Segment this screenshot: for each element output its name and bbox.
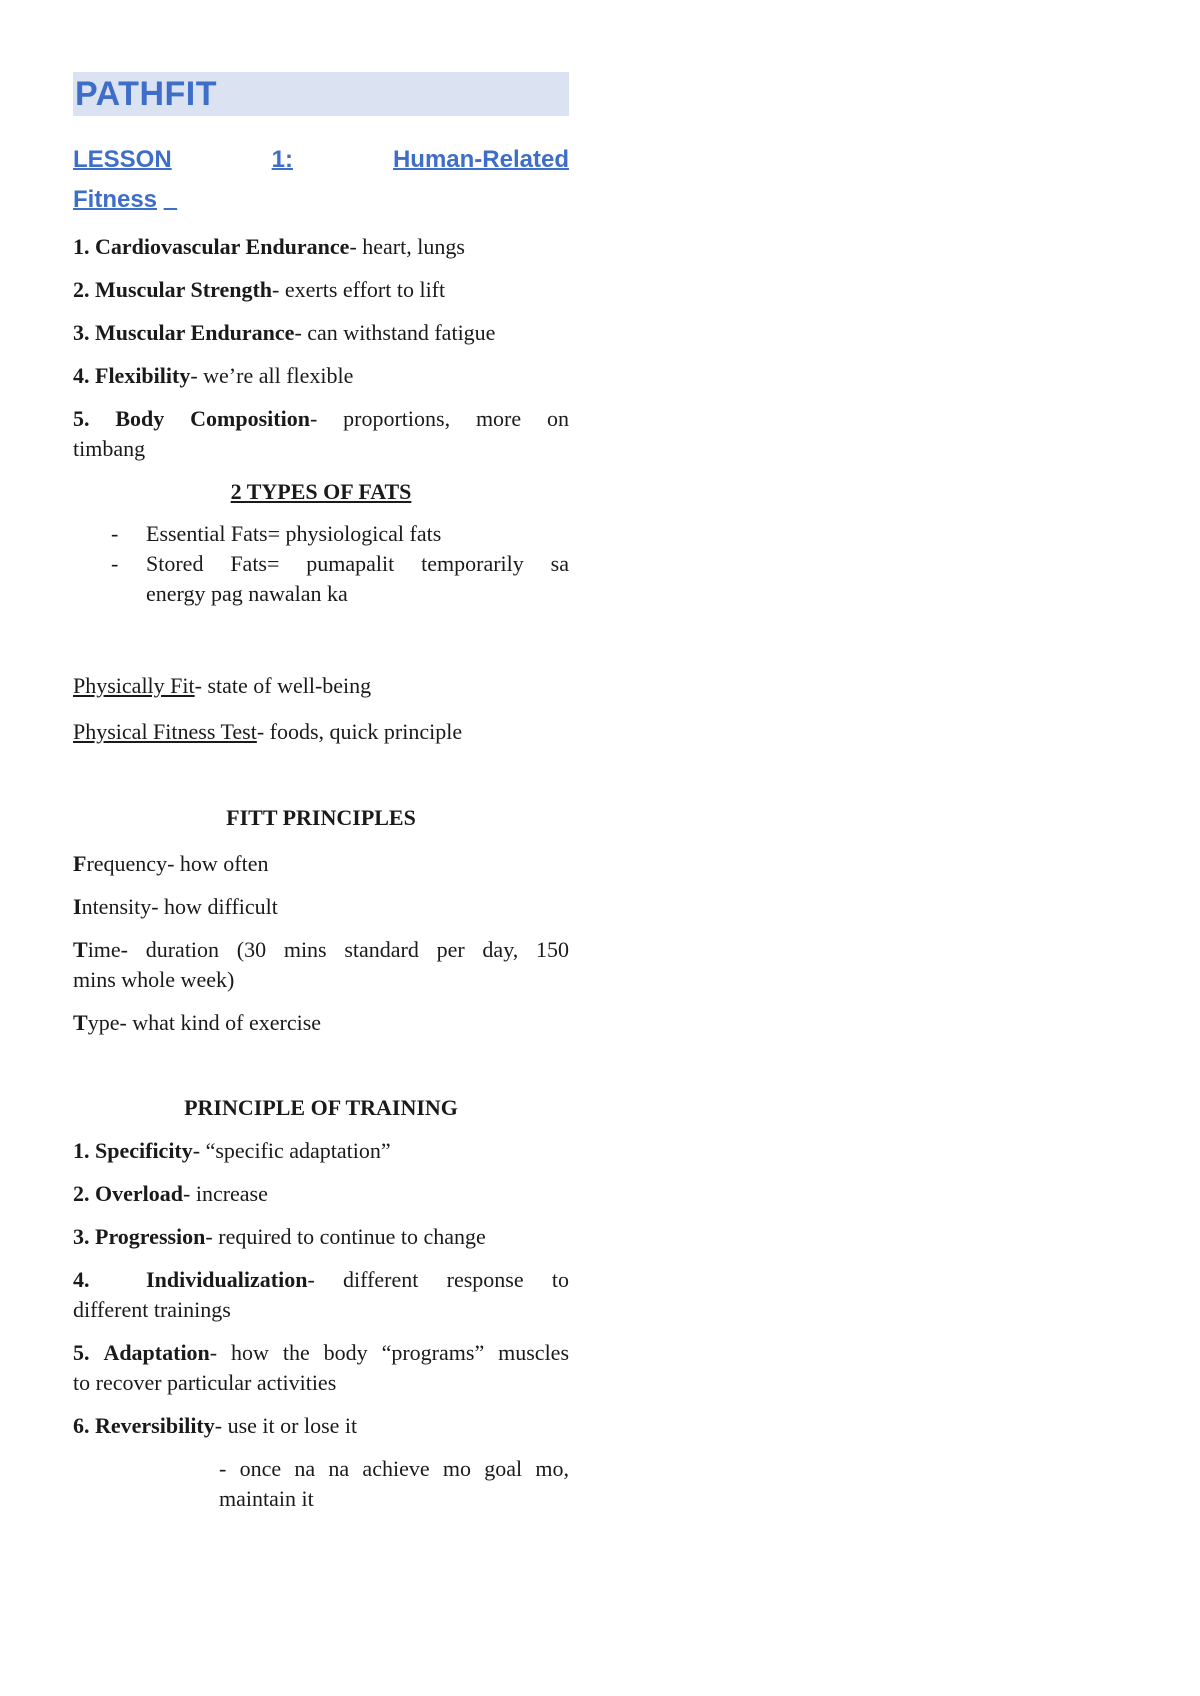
training-heading: PRINCIPLE OF TRAINING	[184, 1095, 458, 1120]
component-item: 1. Cardiovascular Endurance- heart, lungs	[73, 234, 465, 259]
document-page	[73, 72, 569, 1514]
lesson-topic-cont: Fitness	[73, 186, 158, 213]
document-title: PATHFIT	[75, 74, 217, 113]
fats-heading: 2 TYPES OF FATS	[230, 479, 412, 504]
lesson-trail: _	[163, 186, 178, 213]
lesson-number: 1:	[271, 146, 293, 173]
training-item: 3. Progression- required to continue to change	[73, 1224, 486, 1249]
definition-item: Physical Fitness Test- foods, quick principle	[73, 719, 463, 744]
fitt-heading: FITT PRINCIPLES	[226, 805, 416, 830]
fitt-item: Time- duration (30 mins standard per day, 150 mins whole week)	[73, 937, 569, 992]
title-bar	[73, 72, 569, 116]
training-item: 6. Reversibility- use it or lose it	[73, 1413, 358, 1438]
component-item: 2. Muscular Strength- exerts effort to lift	[73, 277, 446, 302]
component-item: 5. Body Composition- proportions, more on timbang	[73, 406, 570, 461]
fats-list	[73, 519, 569, 609]
fitt-item: Type- what kind of exercise	[73, 1010, 322, 1035]
training-item: 2. Overload- increase	[73, 1181, 268, 1206]
list-item: - Stored Fats= pumapalit temporarily sa energy pag nawalan ka	[111, 551, 569, 606]
component-item: 3. Muscular Endurance- can withstand fatigue	[73, 320, 496, 345]
lesson-heading	[73, 140, 569, 220]
definition-item: Physically Fit- state of well-being	[73, 673, 372, 698]
training-item: 5. Adaptation- how the body “programs” muscles to recover particular activities	[73, 1340, 570, 1395]
fitt-item: Intensity- how difficult	[73, 894, 278, 919]
list-item: - Essential Fats= physiological fats	[111, 521, 442, 546]
component-item: 4. Flexibility- we’re all flexible	[73, 363, 354, 388]
fitt-item: Frequency- how often	[73, 851, 269, 876]
training-item: 4. Individualization- different response to different trainings	[73, 1267, 569, 1322]
lesson-word: LESSON	[73, 146, 172, 173]
training-item: 1. Specificity- “specific adaptation”	[73, 1138, 391, 1163]
lesson-topic: Human-Related	[392, 146, 569, 173]
training-note: - once na na achieve mo goal mo, maintain it	[219, 1456, 569, 1511]
